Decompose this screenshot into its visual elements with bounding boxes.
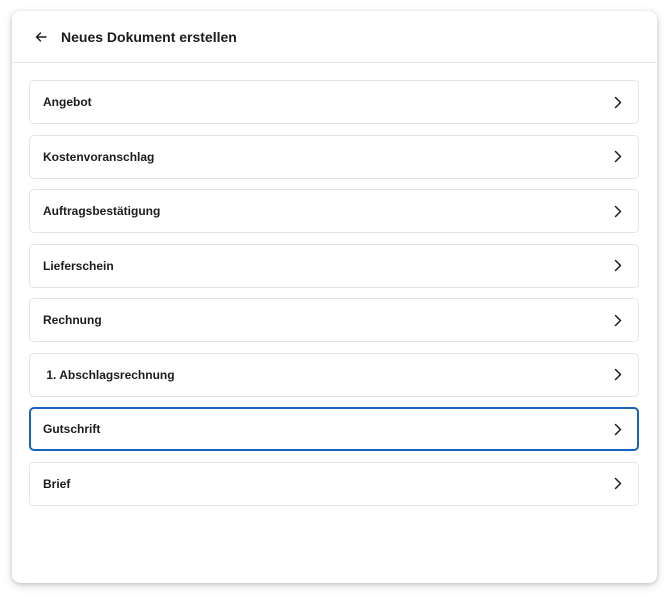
chevron-right-icon	[612, 313, 624, 327]
dialog-header	[12, 11, 657, 63]
document-type-item-lieferschein[interactable]	[29, 244, 639, 288]
document-type-item-brief[interactable]	[29, 462, 639, 506]
chevron-right-icon	[612, 150, 624, 164]
chevron-right-icon	[612, 422, 624, 436]
arrow-left-icon	[35, 31, 47, 43]
document-type-item-kostenvoranschlag[interactable]	[29, 135, 639, 179]
dialog-title: Neues Dokument erstellen	[61, 28, 237, 45]
chevron-right-icon	[612, 477, 624, 491]
document-type-item-rechnung[interactable]	[29, 298, 639, 342]
item-label: Brief	[43, 476, 71, 491]
document-type-item-angebot[interactable]	[29, 80, 639, 124]
chevron-right-icon	[612, 204, 624, 218]
item-label: Rechnung	[43, 313, 102, 327]
document-type-list	[29, 80, 639, 516]
document-type-item-auftragsbestaetigung[interactable]	[29, 189, 639, 233]
item-label: Gutschrift	[43, 422, 101, 436]
item-label: Lieferschein	[43, 258, 114, 273]
item-label: 1. Abschlagsrechnung	[43, 367, 175, 382]
item-label: Auftragsbestätigung	[43, 204, 161, 218]
new-document-dialog	[12, 11, 657, 583]
back-button[interactable]	[34, 30, 48, 44]
document-type-item-abschlagsrechnung[interactable]	[29, 353, 639, 397]
chevron-right-icon	[612, 95, 624, 109]
chevron-right-icon	[612, 368, 624, 382]
item-label: Kostenvoranschlag	[43, 149, 155, 164]
chevron-right-icon	[612, 259, 624, 273]
document-type-item-gutschrift[interactable]	[29, 407, 639, 451]
item-label: Angebot	[43, 95, 92, 109]
